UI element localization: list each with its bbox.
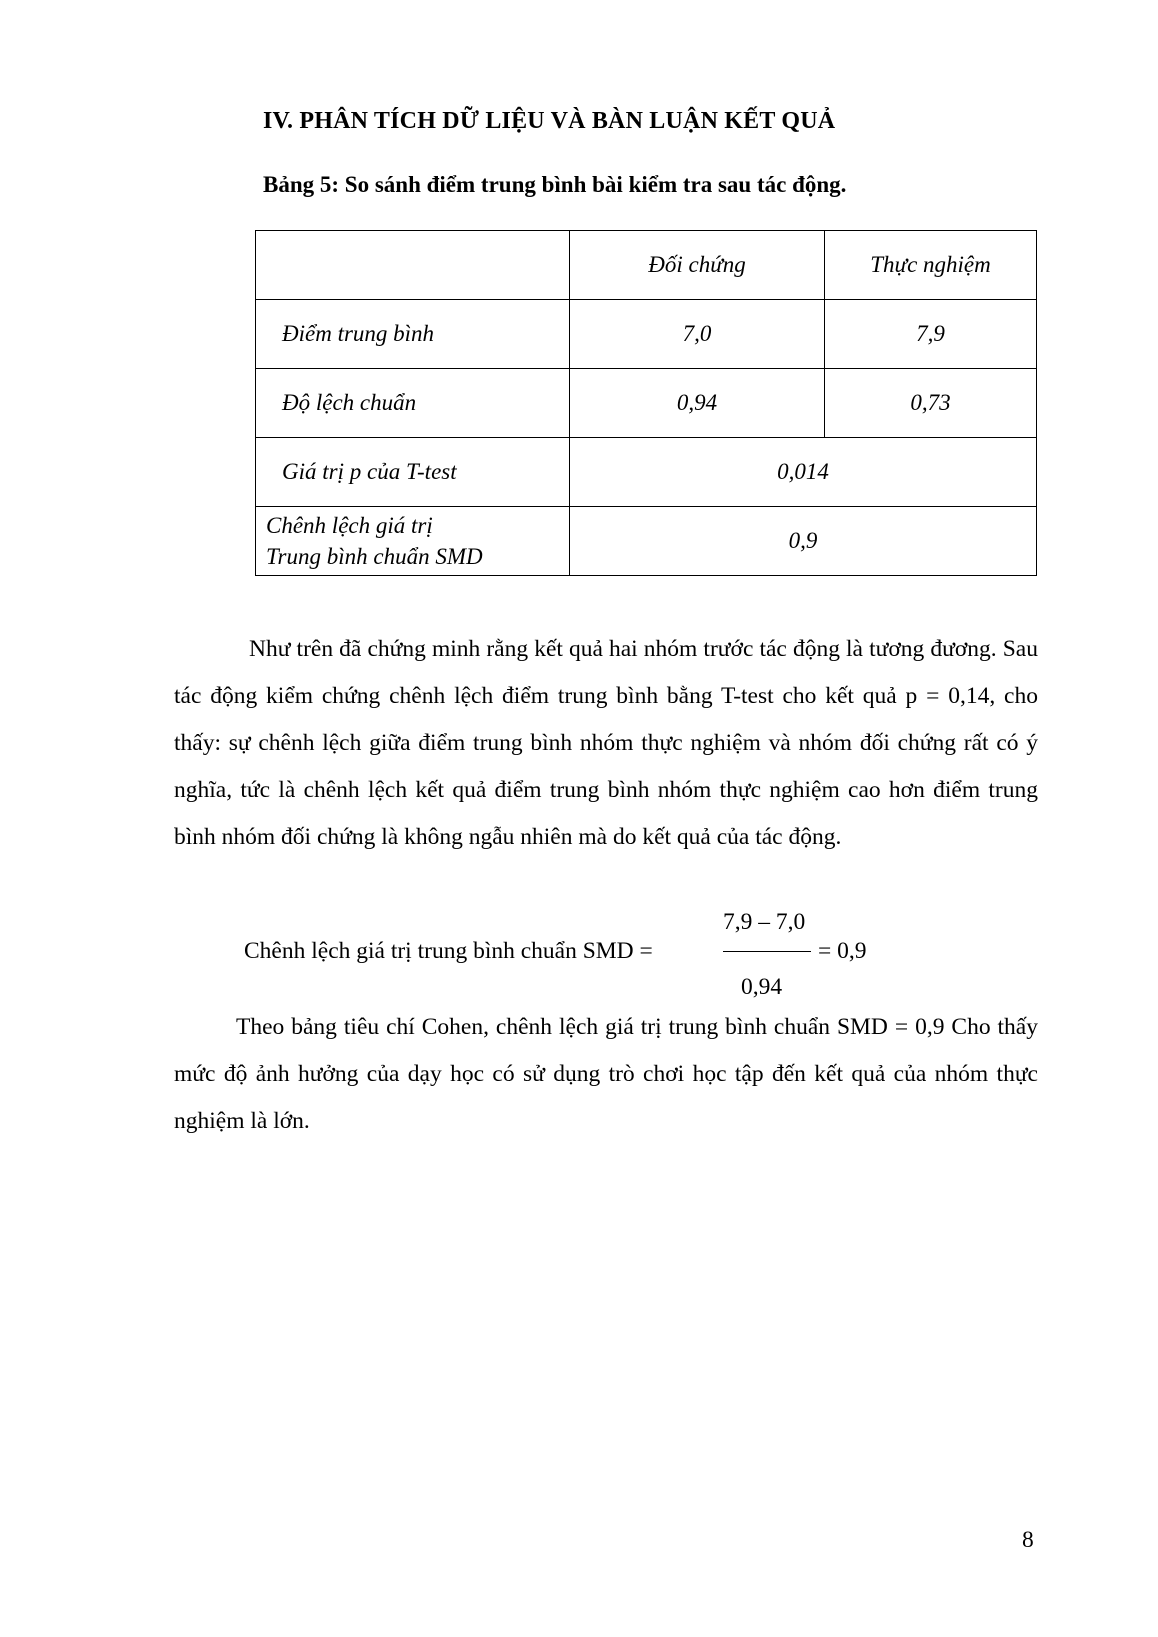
comparison-table xyxy=(255,230,1037,576)
table-row xyxy=(256,507,1037,576)
table-header-control: Đối chứng xyxy=(570,231,825,300)
formula-numerator: 7,9 – 7,0 xyxy=(723,909,806,935)
cell-pvalue: 0,014 xyxy=(570,438,1037,507)
table-row xyxy=(256,438,1037,507)
page-number: 8 xyxy=(1022,1527,1034,1553)
table-header-empty xyxy=(256,231,570,300)
row-label-smd-line1: Chênh lệch giá trị xyxy=(266,513,433,538)
table-row xyxy=(256,300,1037,369)
cell-mean-control: 7,0 xyxy=(570,300,825,369)
row-label-mean: Điểm trung bình xyxy=(256,300,570,369)
table-row xyxy=(256,369,1037,438)
row-label-sd: Độ lệch chuẩn xyxy=(256,369,570,438)
formula-label: Chênh lệch giá trị trung bình chuẩn SMD = xyxy=(244,938,653,964)
cell-sd-control: 0,94 xyxy=(570,369,825,438)
formula-denominator: 0,94 xyxy=(741,974,783,1000)
table-header-experimental: Thực nghiệm xyxy=(825,231,1037,300)
body-paragraph-2: Theo bảng tiêu chí Cohen, chênh lệch giá trị trung bình chuẩn SMD = 0,9 Cho thấy mức độ ảnh hưởng của dạy học có sử dụng trò chơi học tập đến kết quả của nhóm thực nghiệm là lớn. xyxy=(174,1014,1038,1134)
cell-mean-experimental: 7,9 xyxy=(825,300,1037,369)
table-caption: Bảng 5: So sánh điểm trung bình bài kiểm tra sau tác động. xyxy=(263,172,847,197)
table-header-row xyxy=(256,231,1037,300)
cell-smd: 0,9 xyxy=(570,507,1037,576)
section-heading: IV. PHÂN TÍCH DỮ LIỆU VÀ BÀN LUẬN KẾT QUẢ xyxy=(263,108,836,134)
body-paragraph-1: Như trên đã chứng minh rằng kết quả hai nhóm trước tác động là tương đương. Sau tác động kiểm chứng chênh lệch điểm trung bình bằng T-test cho kết quả p = 0,14, cho thấy: sự chênh lệch giữa điểm trung bình nhóm thực nghiệm và nhóm đối chứng rất có ý nghĩa, tức là chênh lệch kết quả điểm trung bình nhóm thực nghiệm cao hơn điểm trung bình nhóm đối chứng là không ngẫu nhiên mà do kết quả của tác động. xyxy=(174,636,1038,850)
row-label-smd-line2: Trung bình chuẩn SMD xyxy=(266,544,483,569)
fraction-bar xyxy=(723,951,811,952)
row-label-pvalue: Giá trị p của T-test xyxy=(256,438,570,507)
formula-result: = 0,9 xyxy=(818,938,867,964)
row-label-smd xyxy=(256,507,570,576)
cell-sd-experimental: 0,73 xyxy=(825,369,1037,438)
